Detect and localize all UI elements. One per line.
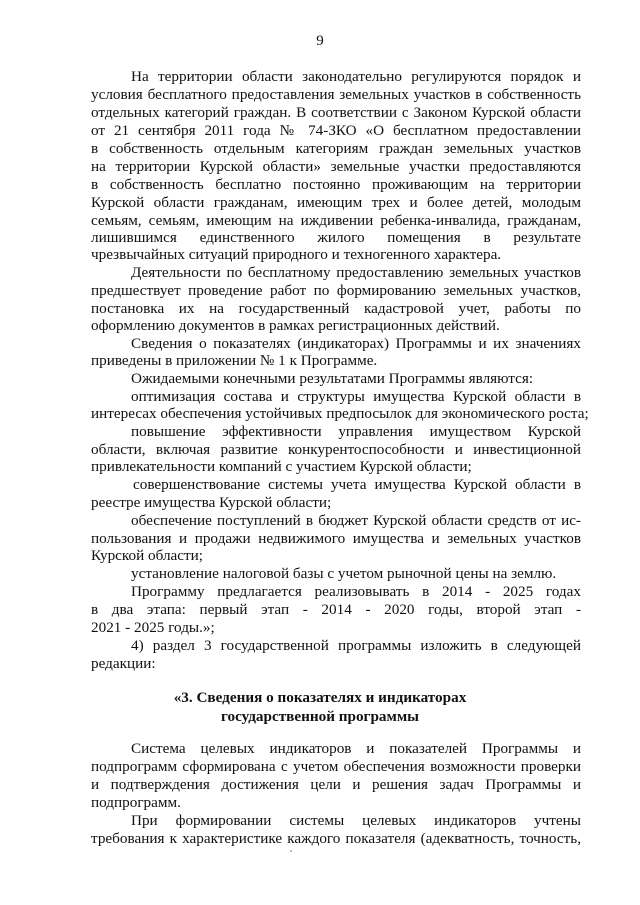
text-line: реестре имущества Курской области; [91, 494, 332, 511]
text-line: обеспечение поступлений в бюджет Курской области средств от ис- [131, 512, 581, 529]
text-line: условия бесплатного предоставления земельных участков в собственность [91, 86, 581, 103]
text-line: лишившимся единственного жилого помещения в результате [91, 229, 581, 246]
text-line: При формировании системы целевых индикаторов учтены [131, 812, 581, 829]
text-line: приведены в приложении № 1 к Программе. [91, 352, 378, 369]
text-line: интересах обеспечения устойчивых предпосылок для экономического роста; [91, 405, 589, 422]
scan-speck [290, 850, 292, 852]
text-line: на территории Курской области» земельные участки предоставляются [91, 158, 581, 175]
text-line: и подтверждения достижения цели и решения задач Программы и [91, 776, 581, 793]
text-line: оптимизация состава и структуры имущества Курской области в [131, 388, 581, 405]
text-line: 4) раздел 3 государственной программы изложить в следующей [131, 637, 581, 654]
text-line: совершенствование системы учета имущества Курской области в [133, 476, 581, 493]
text-line: Программу предлагается реализовывать в 2014 - 2025 годах [131, 583, 581, 600]
text-line: в собственность отдельным категориям граждан земельных участков [91, 140, 581, 157]
page-number: 9 [316, 33, 324, 49]
text-line: оформлению документов в рамках регистрационных действий. [91, 317, 500, 334]
text-line: в два этапа: первый этап - 2014 - 2020 годы, второй этап - [91, 601, 581, 618]
text-line: Курской области; [91, 547, 204, 564]
text-line: постановка их на государственный кадастровой учет, работы по [91, 300, 581, 317]
text-line: привлекательности компаний с участием Курской области; [91, 458, 472, 475]
text-line: семьям, семьям, имеющим на иждивении ребенка-инвалида, гражданам, [91, 212, 581, 229]
text-line: редакции: [91, 655, 156, 672]
text-line: Сведения о показателях (индикаторах) Программы и их значениях [131, 335, 581, 352]
text-line: повышение эффективности управления имуществом Курской [131, 423, 581, 440]
text-line: требования к характеристике каждого показателя (адекватность, точность, [91, 830, 581, 847]
text-line: предшествует проведение работ по формированию земельных участков, [91, 282, 581, 299]
text-line: Деятельности по бесплатному предоставлению земельных участков [131, 264, 581, 281]
section-heading: «3. Сведения о показателях и индикаторах [173, 689, 467, 706]
text-line: пользования и продажи недвижимого имущества и земельных участков [91, 530, 581, 547]
text-line: подпрограмм. [91, 794, 181, 811]
text-line: Система целевых индикаторов и показателей Программы и [131, 740, 581, 757]
text-line: от 21 сентября 2011 года № 74-ЗКО «О бесплатном предоставлении [91, 122, 581, 139]
text-line: отдельных категорий граждан. В соответствии с Законом Курской области [91, 104, 581, 121]
text-line: в собственность бесплатно постоянно проживающим на территории [91, 176, 581, 193]
text-line: Курской области гражданам, имеющим трех и более детей, молодым [91, 194, 581, 211]
text-line: Ожидаемыми конечными результатами Программы являются: [131, 370, 534, 387]
text-line: 2021 - 2025 годы.»; [91, 619, 215, 636]
text-line: чрезвычайных ситуаций природного и техногенного характера. [91, 246, 502, 263]
text-line: области, включая развитие конкурентоспособности и инвестиционной [91, 441, 581, 458]
section-heading: государственной программы [220, 708, 420, 725]
text-line: установление налоговой базы с учетом рыночной цены на землю. [131, 565, 557, 582]
text-line: подпрограмм сформирована с учетом обеспечения возможности проверки [91, 758, 581, 775]
text-line: На территории области законодательно регулируются порядок и [131, 68, 581, 85]
